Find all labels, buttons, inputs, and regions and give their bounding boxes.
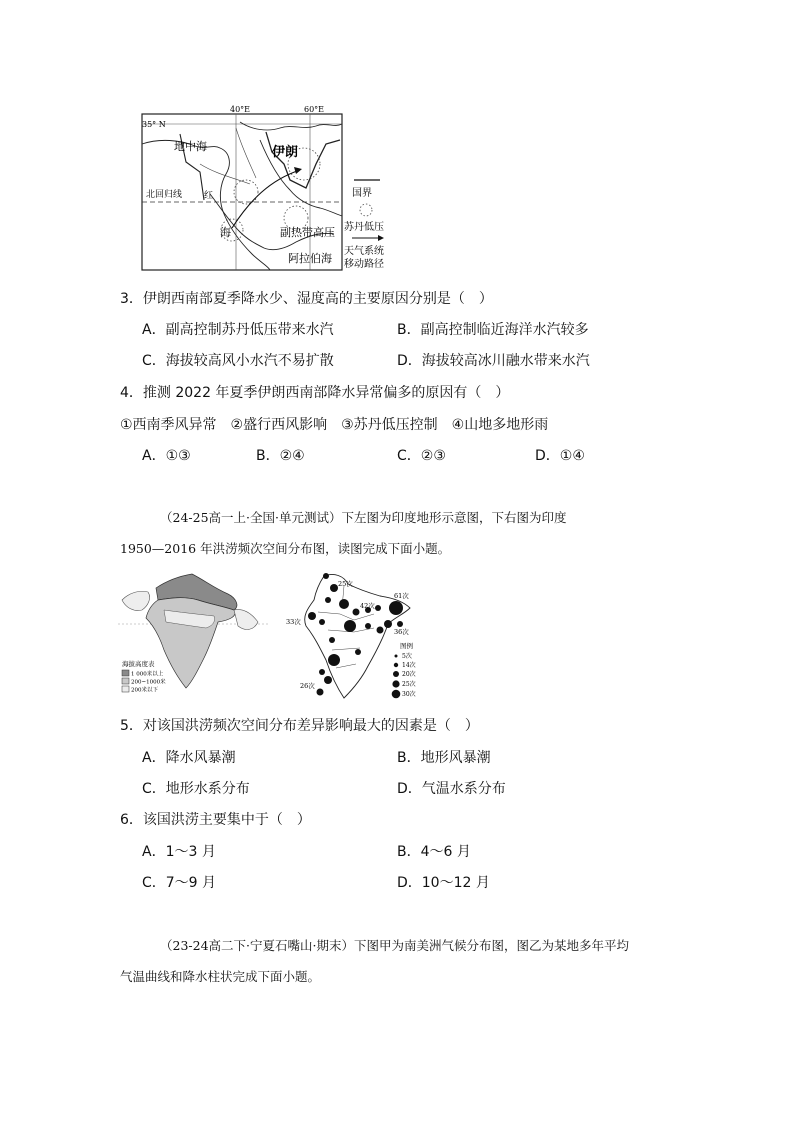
flood-label-42: 42次	[360, 602, 375, 610]
flood-point	[319, 669, 325, 675]
question-5-stem: 5．对该国洪涝频次空间分布差异影响最大的因素是（ ）	[120, 718, 479, 734]
intro-3-line-1: （23-24高二下·宁夏石嘴山·期末）下图甲为南美洲气候分布图，图乙为某地多年平均	[160, 938, 629, 953]
flood-point	[339, 599, 349, 609]
lat-35-label: 35° N	[142, 120, 166, 129]
question-4-stem: 4．推测 2022 年夏季伊朗西南部降水异常偏多的原因有（ ）	[120, 385, 510, 401]
flood-point	[344, 620, 356, 632]
legend-path-label-1: 天气系统	[344, 246, 384, 257]
lon-40-label: 40°E	[230, 105, 251, 114]
question-4-option-c[interactable]: C．②③	[397, 448, 446, 464]
iran-label: 伊朗	[272, 145, 299, 160]
question-5-option-b[interactable]: B．地形风暴潮	[397, 750, 491, 766]
question-4-option-b[interactable]: B．②④	[256, 448, 305, 464]
intro-3-line-2: 气温曲线和降水柱状完成下面小题。	[120, 969, 321, 984]
flood-legend-dot	[393, 671, 399, 677]
india-flood-map	[284, 568, 424, 702]
india-terrain-map	[118, 570, 268, 698]
flood-legend-25: 25次	[402, 681, 416, 688]
flood-label-33: 33次	[286, 618, 301, 626]
terrain-legend-high: 1 000米以上	[131, 671, 164, 678]
legend-sudan-low-label: 苏丹低压	[344, 222, 384, 233]
flood-point	[308, 612, 316, 620]
question-6-stem: 6．该国洪涝主要集中于（ ）	[120, 812, 311, 828]
terrain-legend-swatch-high	[122, 670, 129, 676]
terrain-legend-swatch-mid	[122, 678, 129, 684]
flood-legend-dot	[392, 690, 401, 699]
terrain-legend-swatch-low	[122, 686, 129, 692]
flood-point	[384, 620, 392, 628]
lon-60-label: 60°E	[304, 105, 325, 114]
flood-point	[397, 621, 403, 627]
mediterranean-label: 地中海	[174, 140, 207, 153]
flood-point	[377, 627, 384, 634]
flood-label-36: 36次	[394, 628, 409, 636]
intro-2-line-2: 1950—2016 年洪涝频次空间分布图，读图完成下面小题。	[120, 541, 451, 556]
flood-point	[328, 654, 340, 666]
question-6-option-a[interactable]: A．1～3 月	[142, 844, 216, 860]
flood-point	[319, 619, 325, 625]
flood-point	[330, 584, 338, 592]
question-6-option-c[interactable]: C．7～9 月	[142, 875, 217, 891]
flood-point	[375, 605, 381, 611]
flood-legend-dot	[392, 680, 399, 687]
flood-point	[317, 689, 324, 696]
question-5-option-a[interactable]: A．降水风暴潮	[142, 750, 236, 766]
red-sea-label: 红	[204, 191, 214, 201]
flood-point	[355, 649, 361, 655]
flood-label-26: 26次	[300, 682, 315, 690]
legend-border-label: 国界	[352, 188, 372, 199]
legend-path-label-2: 移动路径	[344, 259, 384, 270]
question-3-option-b[interactable]: B．副高控制临近海洋水汽较多	[397, 322, 589, 338]
terrain-legend-low: 200米以下	[131, 687, 158, 694]
flood-legend-dot	[394, 663, 398, 667]
tropic-label: 北回归线	[146, 190, 183, 200]
flood-label-25: 25次	[338, 580, 353, 588]
arabian-sea-label: 阿拉伯海	[288, 252, 332, 265]
question-4-items: ①西南季风异常 ②盛行西风影响 ③苏丹低压控制 ④山地多地形雨	[120, 417, 549, 433]
flood-legend-14: 14次	[402, 662, 416, 669]
flood-point	[389, 601, 403, 615]
sea-label: 海	[220, 226, 231, 239]
flood-label-61: 61次	[394, 592, 409, 600]
iran-climate-map	[140, 104, 395, 274]
question-3-option-d[interactable]: D．海拔较高冰川融水带来水汽	[397, 353, 590, 369]
flood-legend-20: 20次	[402, 671, 416, 678]
question-5-option-c[interactable]: C．地形水系分布	[142, 781, 250, 797]
flood-legend-30: 30次	[402, 691, 416, 698]
flood-point	[365, 623, 371, 629]
intro-2-line-1: （24-25高一上·全国·单元测试）下左图为印度地形示意图，下右图为印度	[160, 510, 567, 525]
question-6-option-b[interactable]: B．4～6 月	[397, 844, 471, 860]
flood-point	[353, 609, 360, 616]
legend-path-arrowhead	[378, 235, 384, 241]
question-3-option-a[interactable]: A．副高控制苏丹低压带来水汽	[142, 322, 334, 338]
neighbor-land	[122, 591, 150, 610]
flood-legend-dot	[395, 655, 398, 658]
question-3-stem: 3．伊朗西南部夏季降水少、湿度高的主要原因分别是（ ）	[120, 291, 493, 307]
terrain-legend-title: 海拔高度表	[122, 660, 155, 668]
subtropical-high-label: 副热带高压	[280, 226, 335, 239]
question-5-option-d[interactable]: D．气温水系分布	[397, 781, 506, 797]
flood-point	[324, 676, 332, 684]
terrain-legend-mid: 200~1000米	[131, 679, 166, 686]
flood-point	[329, 637, 335, 643]
flood-legend-title: 图例	[400, 642, 413, 650]
question-3-option-c[interactable]: C．海拔较高风小水汽不易扩散	[142, 353, 334, 369]
flood-legend-5: 5次	[402, 653, 412, 660]
flood-point	[325, 597, 331, 603]
flood-point	[323, 573, 329, 579]
question-4-option-d[interactable]: D．①④	[535, 448, 585, 464]
neighbor-land	[234, 610, 258, 630]
question-4-option-a[interactable]: A．①③	[142, 448, 191, 464]
question-6-option-d[interactable]: D．10～12 月	[397, 875, 490, 891]
legend-sudan-low-symbol	[360, 204, 372, 216]
